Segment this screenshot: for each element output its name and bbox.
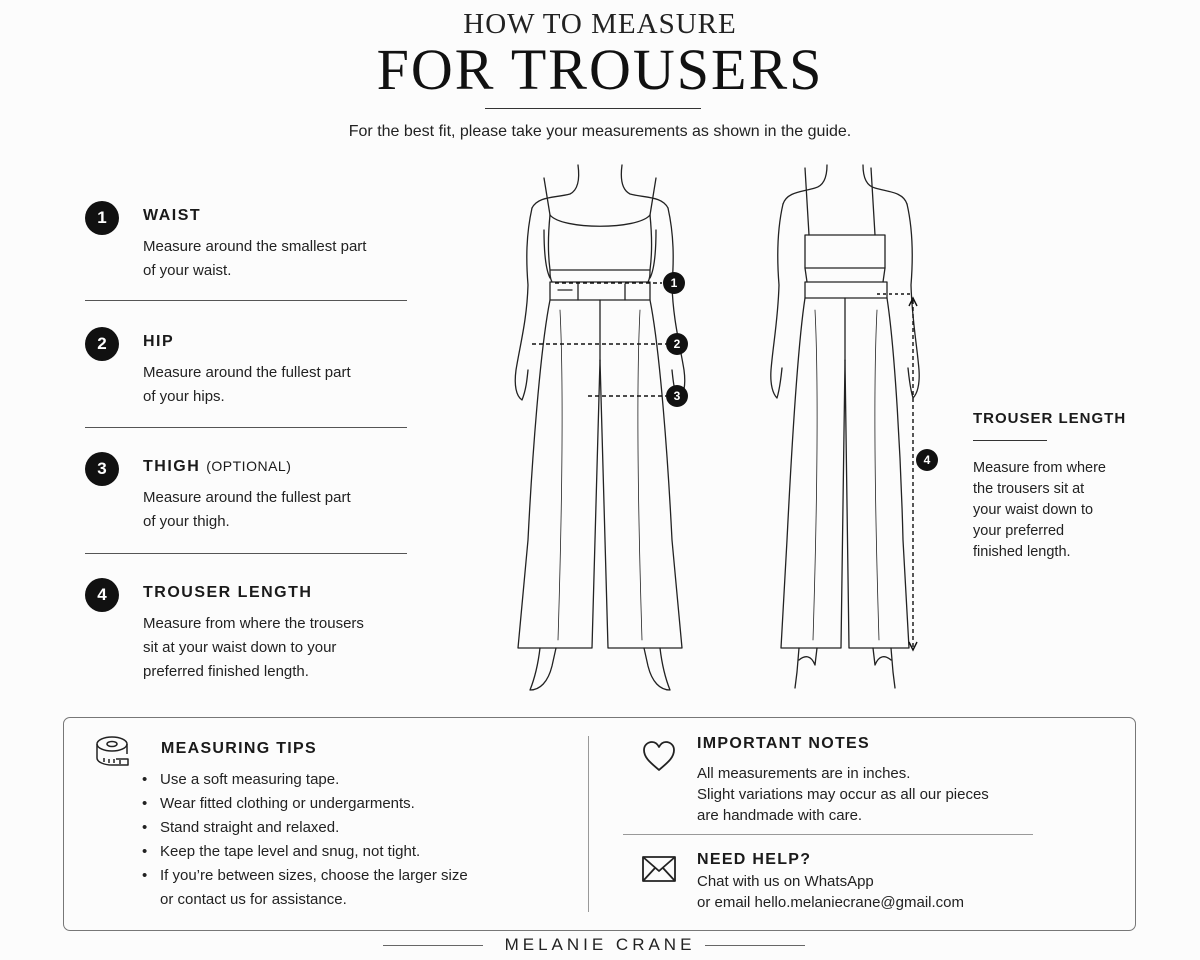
list-item: • Keep the tape level and snug, not tight.	[140, 840, 468, 864]
list-item: • If you’re between sizes, choose the larger size	[140, 864, 468, 888]
step-title: WAIST	[143, 207, 202, 224]
marker-badge-hip: 2	[666, 333, 688, 355]
back-figure-illustration	[765, 160, 925, 700]
front-figure-illustration	[500, 160, 700, 700]
heart-icon	[641, 740, 677, 774]
marker-badge-thigh: 3	[666, 385, 688, 407]
step-divider	[85, 300, 407, 301]
brand-rule-right	[705, 945, 805, 946]
step-number: 3	[85, 452, 119, 486]
list-item-continuation: or contact us for assistance.	[160, 891, 347, 908]
list-item: • Wear fitted clothing or undergarments.	[140, 792, 468, 816]
step-number: 2	[85, 327, 119, 361]
optional-label: (OPTIONAL)	[206, 458, 292, 474]
step-description: Measure around the fullest part of your hips.	[143, 364, 351, 405]
envelope-icon	[641, 855, 677, 883]
trouser-length-heading: TROUSER LENGTH	[973, 410, 1127, 427]
step-hip	[85, 327, 415, 407]
tips-heading: MEASURING TIPS	[161, 740, 317, 757]
list-item: • Use a soft measuring tape.	[140, 768, 468, 792]
step-title: TROUSER LENGTH	[143, 584, 313, 601]
marker-badge-waist: 1	[663, 272, 685, 294]
info-box-row-divider	[623, 834, 1033, 835]
step-description: Measure around the smallest part of your waist.	[143, 238, 367, 279]
trouser-length-description: Measure from where the trousers sit at your waist down to your preferred finished length.	[973, 460, 1106, 560]
page-title: FOR TROUSERS	[376, 37, 824, 102]
measuring-tape-icon	[92, 730, 132, 770]
step-number: 4	[85, 578, 119, 612]
info-box-column-divider	[588, 736, 589, 912]
step-waist	[85, 201, 415, 281]
help-heading: NEED HELP?	[697, 851, 812, 868]
brand-name: MELANIE CRANE	[504, 935, 696, 954]
step-description: Measure from where the trousers sit at your waist down to your preferred finished length.	[143, 615, 364, 680]
marker-badge-trouser-length: 4	[916, 449, 938, 471]
help-text: Chat with us on WhatsApp or email hello.melaniecrane@gmail.com	[697, 873, 965, 911]
page-subtitle: For the best fit, please take your measurements as shown in the guide.	[348, 123, 852, 140]
step-divider	[85, 553, 407, 554]
title-divider	[485, 108, 701, 109]
step-divider	[85, 427, 407, 428]
tips-list	[140, 768, 468, 912]
step-trouser-length	[85, 578, 415, 682]
step-title: HIP	[143, 333, 175, 350]
page-pretitle: HOW TO MEASURE	[463, 8, 737, 40]
step-title: THIGH (OPTIONAL)	[143, 458, 292, 475]
notes-text: All measurements are in inches. Slight variations may occur as all our pieces are handmade with care.	[697, 765, 989, 824]
list-item: • Stand straight and relaxed.	[140, 816, 468, 840]
notes-heading: IMPORTANT NOTES	[697, 735, 870, 752]
step-thigh	[85, 452, 415, 532]
step-number: 1	[85, 201, 119, 235]
trouser-length-divider	[973, 440, 1047, 441]
step-description: Measure around the fullest part of your thigh.	[143, 489, 351, 530]
